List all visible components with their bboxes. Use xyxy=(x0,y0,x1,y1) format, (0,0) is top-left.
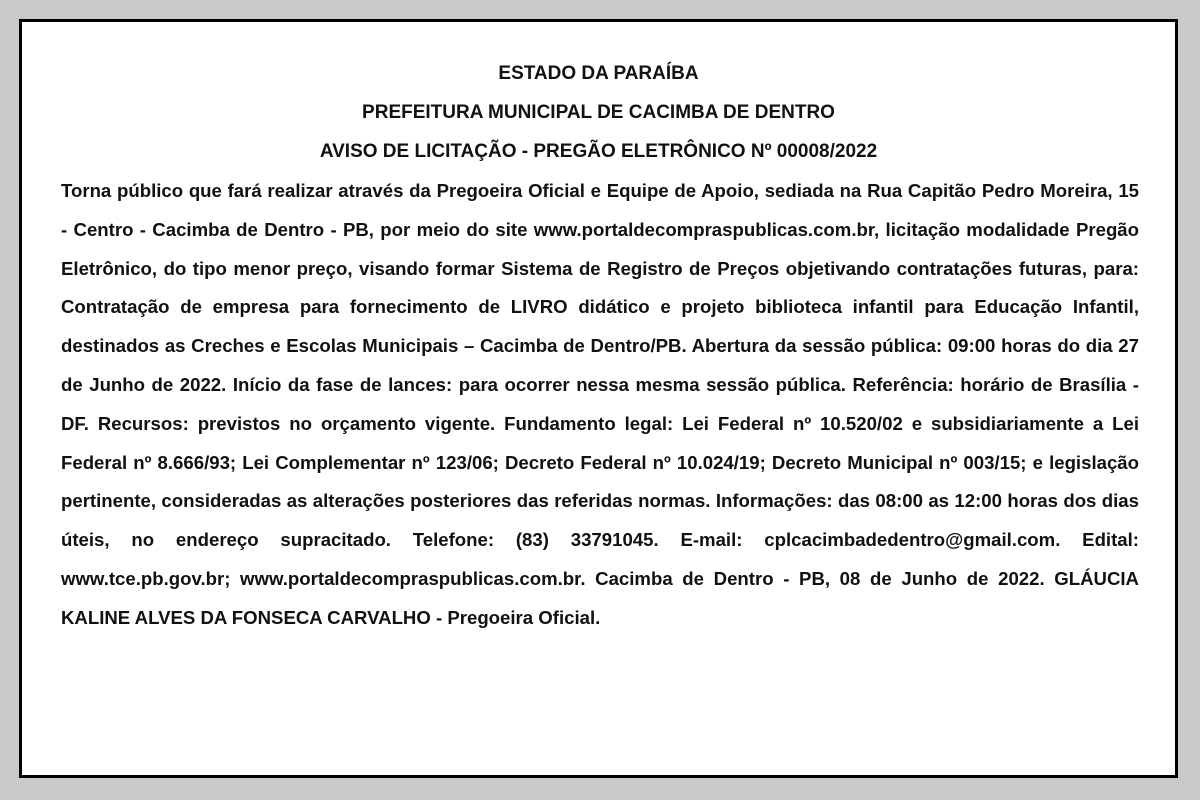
legal-notice-box xyxy=(19,19,1178,778)
notice-title: AVISO DE LICITAÇÃO - PREGÃO ELETRÔNICO Nº 00008/2022 xyxy=(319,141,878,162)
notice-body: Torna público que fará realizar através da Pregoeira Oficial e Equipe de Apoio, sediada na Rua Capitão Pedro Moreira, 15 - Centro - Cacimba de Dentro - PB, por meio do site www.portaldecompraspublicas.com.br, licitação modalidade Pregão Eletrônico, do tipo menor preço, visando formar Sistema de Registro de Preços objetivando contratações futuras, para: Contratação de empresa para fornecimento de LIVRO didático e projeto biblioteca infantil para Educação Infantil, destinados as Creches e Escolas Municipais – Cacimba de Dentro/PB. Abertura da sessão pública: 09:00 horas do dia 27 de Junho de 2022. Início da fase de lances: para ocorrer nessa mesma sessão pública. Referência: horário de Brasília - DF. Recursos: previstos no orçamento vigente. Fundamento legal: Lei Federal nº 10.520/02 e subsidiariamente a Lei Federal nº 8.666/93; Lei Complementar nº 123/06; Decreto Federal nº 10.024/19; Decreto Municipal nº 003/15; e legislação pertinente, consideradas as alterações posteriores das referidas normas. Informações: das 08:00 as 12:00 horas dos dias úteis, no endereço supracitado. Telefone: (83) 33791045. E-mail: cplcacimbadedentro@gmail.com. Edital: www.tce.pb.gov.br; www.portaldecompraspublicas.com.br. Cacimba de Dentro - PB, 08 de Junho de 2022. GLÁUCIA KALINE ALVES DA FONSECA CARVALHO - Pregoeira Oficial. xyxy=(61,180,1139,628)
municipality-heading: PREFEITURA MUNICIPAL DE CACIMBA DE DENTRO xyxy=(362,102,835,123)
state-heading: ESTADO DA PARAÍBA xyxy=(498,63,699,84)
